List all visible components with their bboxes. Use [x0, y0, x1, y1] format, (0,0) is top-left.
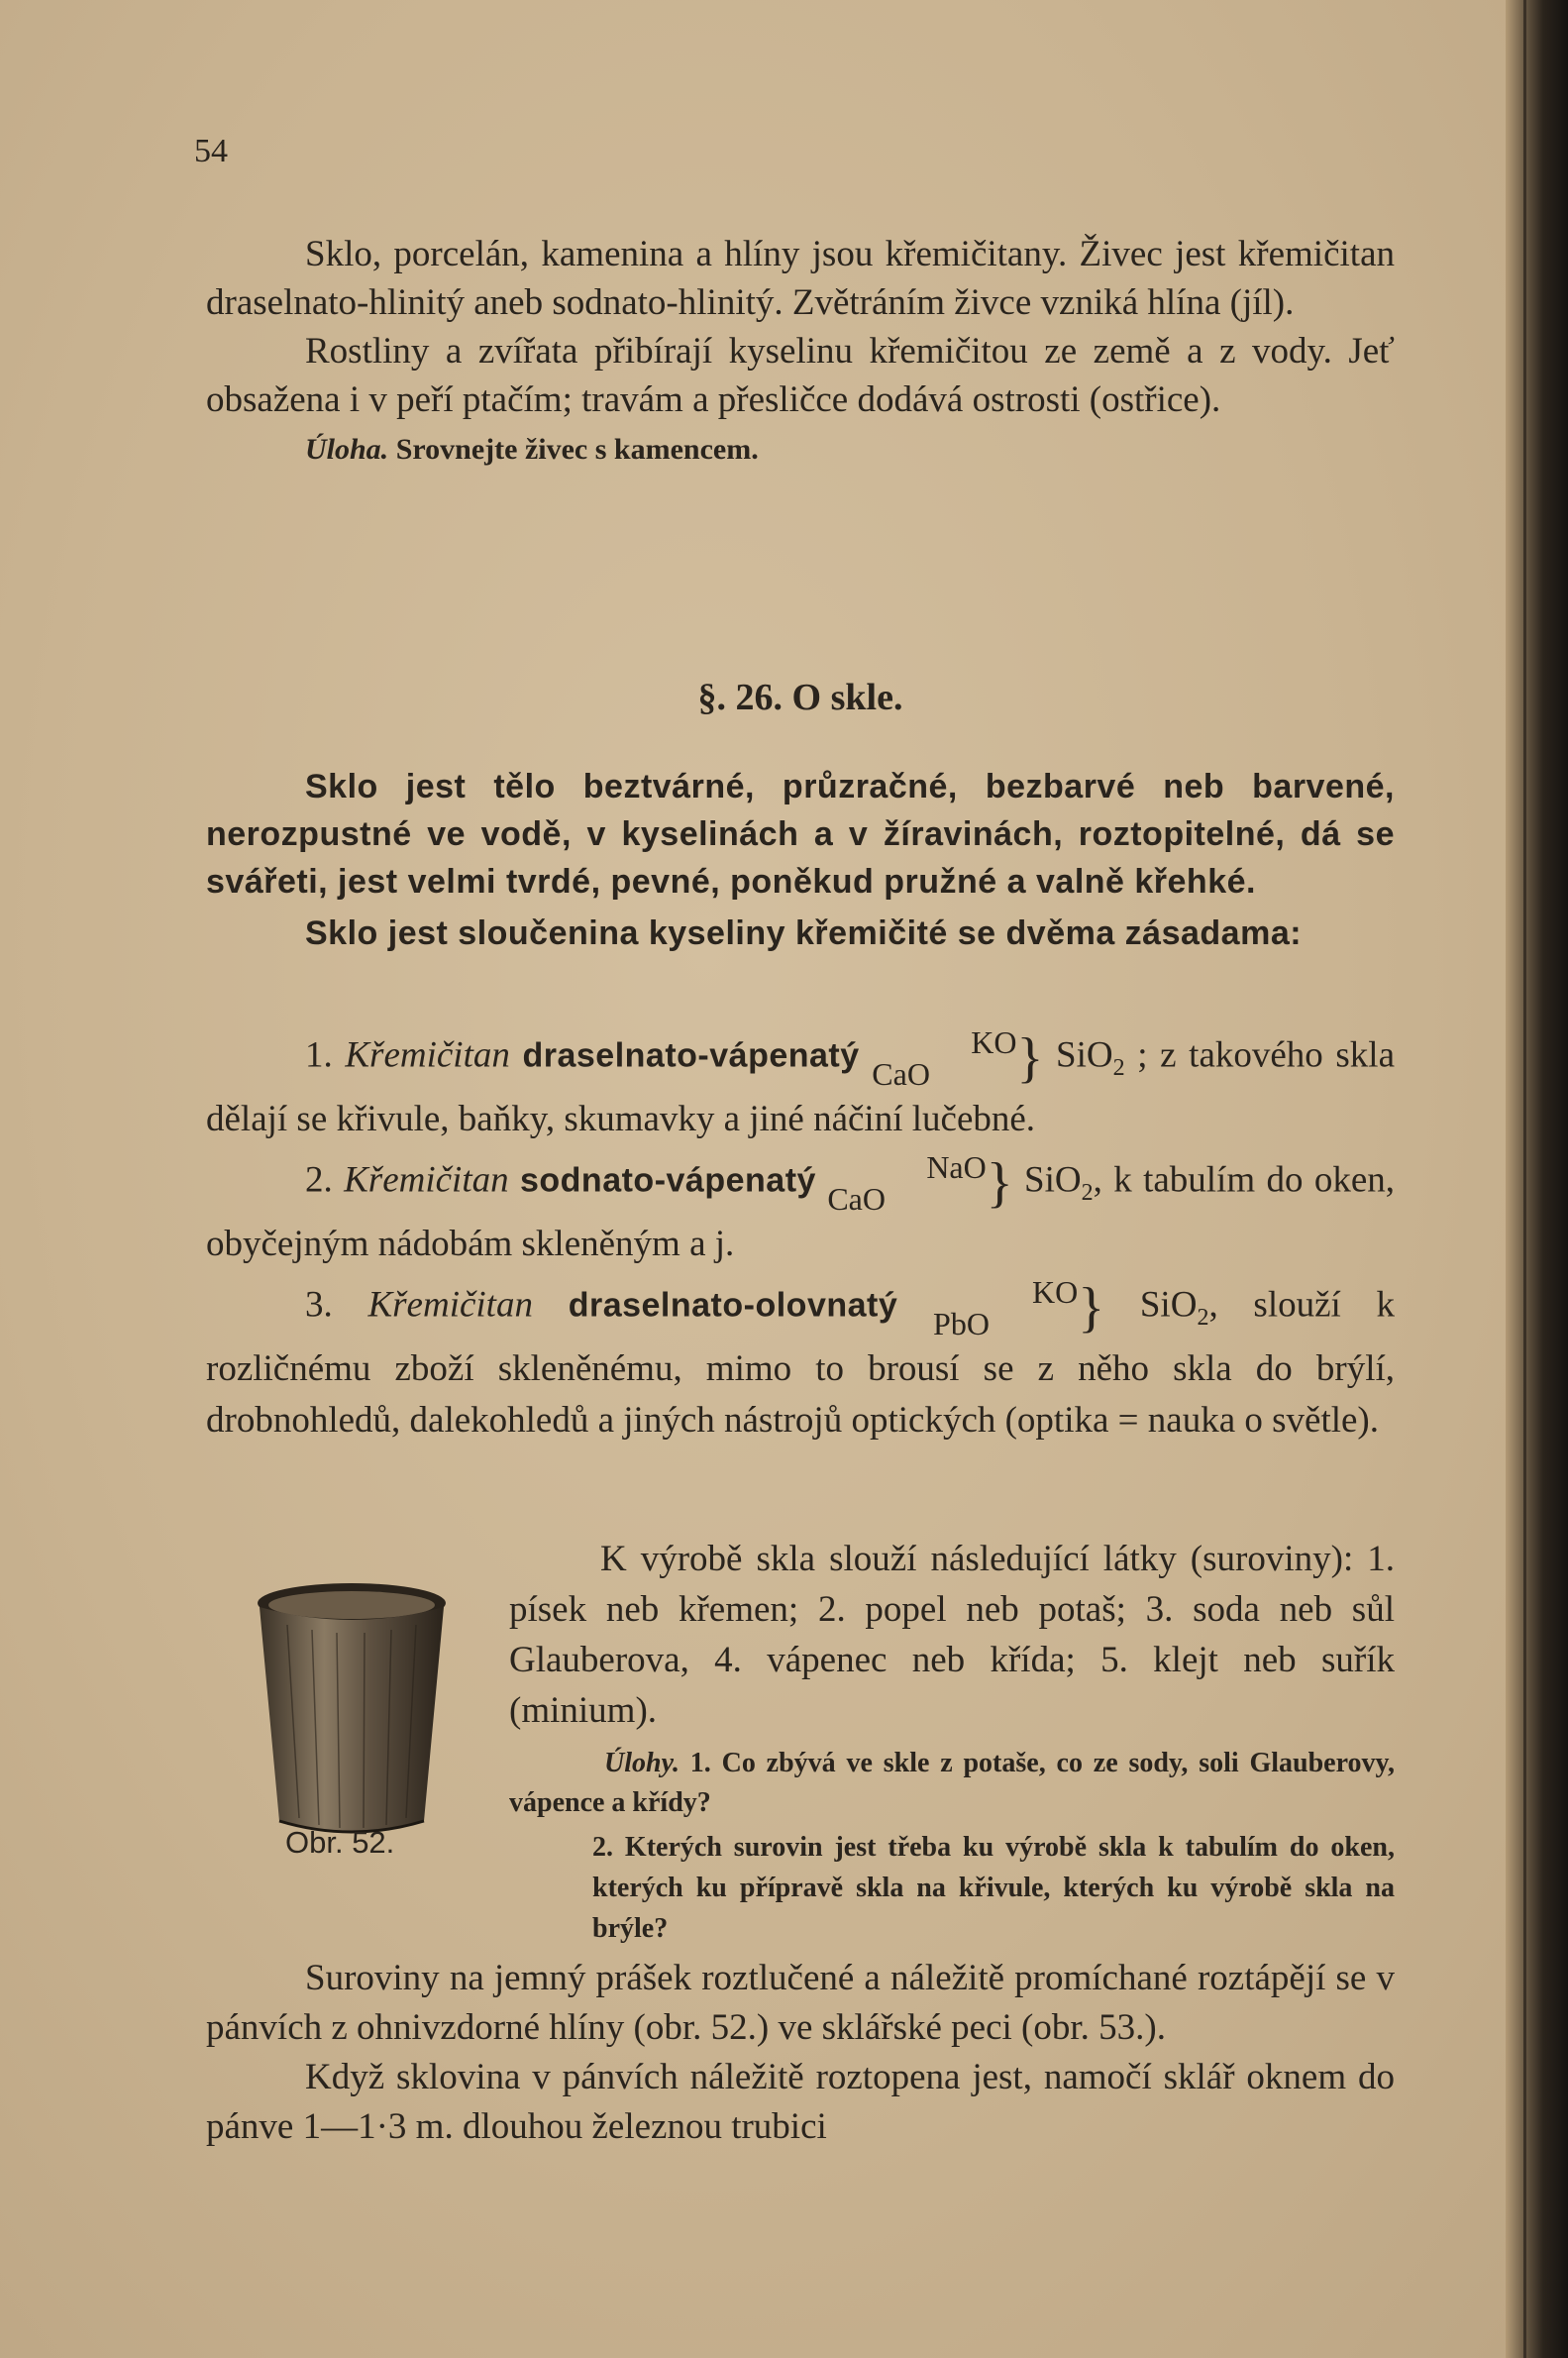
- task-question-1: 1. Co zbývá ve skle z potaše, co ze sody, soli Glauberovy, vápence a křídy?: [509, 1748, 1395, 1818]
- task-text: Srovnejte živec s kamencem.: [395, 433, 759, 466]
- brace-symbol: }: [986, 1151, 1013, 1214]
- brace-symbol: }: [1016, 1027, 1044, 1089]
- raw-materials-section: [509, 1534, 1395, 1823]
- item-word: Křemičitan: [344, 1159, 509, 1201]
- item-number: 3.: [305, 1284, 333, 1326]
- formula-bottom: CaO: [872, 1056, 930, 1092]
- item-description: , slouží k rozličnému zboží skleněnému, mimo to brousí se z něho skla do brýlí, drobnohledů, dalekohledů a jiných nástrojů optických (optika = nauka o světle).: [206, 1284, 1396, 1441]
- formula-bases: [827, 1148, 987, 1217]
- item-number: 1.: [305, 1034, 333, 1076]
- formula-subscript: 2: [1197, 1304, 1209, 1331]
- book-spine-edge: [1523, 0, 1526, 2358]
- paragraph-silicates: Sklo, porcelán, kamenina a hlíny jsou křemičitany. Živec jest křemičitan draselnato-hlinitý aneb sodnato-hlinitý. Zvětráním živce vzniká hlína (jíl).: [206, 234, 1395, 323]
- formula-acid: SiO: [1024, 1159, 1082, 1201]
- item-description: , k tabulím do oken, obyčejným nádobám skleněným a j.: [206, 1159, 1396, 1264]
- formula-bases: [933, 1273, 1079, 1341]
- compound-intro: Sklo jest sloučenina kyseliny křemičité se dvěma zásadama:: [305, 914, 1303, 952]
- item-word: Křemičitan: [367, 1284, 533, 1326]
- item-kind: draselnato-vápenatý: [522, 1036, 860, 1075]
- item-kind: draselnato-olovnatý: [568, 1286, 898, 1325]
- compound-item-1: [206, 1026, 1395, 1145]
- formula-bottom: PbO: [933, 1305, 990, 1341]
- formula-acid: SiO: [1056, 1034, 1113, 1076]
- paragraph-melting: Suroviny na jemný prášek roztlučené a náležitě promíchané roztápějí se v pánvích z ohnivzdorné hlíny (obr. 52.) ve sklářské peci (obr. 53.).: [206, 1958, 1395, 2048]
- page-number: 54: [194, 133, 228, 169]
- formula-top: NaO: [926, 1148, 987, 1185]
- glass-definition-section: [206, 763, 1395, 957]
- compound-item-2: [206, 1148, 1396, 1270]
- paragraph-glass-definition: Sklo jest tělo beztvárné, průzračné, bezbarvé neb barvené, nerozpustné ve vodě, v kyselinách a v žíravinách, roztopitelné, dá se svářeti, jest velmi tvrdé, pevné, poněkud pružné a valně křehké.: [206, 768, 1395, 901]
- task-label: Úloha.: [305, 433, 389, 466]
- item-number: 2.: [305, 1159, 333, 1201]
- melting-section: [206, 1954, 1395, 2152]
- paragraph-glassblower: Když sklovina v pánvích náležitě roztopena jest, namočí sklář oknem do pánve 1—1·3 m. dlouhou železnou trubici: [206, 2057, 1395, 2147]
- brace-symbol: }: [1078, 1276, 1105, 1339]
- formula-top: KO: [1032, 1273, 1079, 1310]
- figure-caption: Obr. 52.: [285, 1825, 395, 1860]
- formula-subscript: 2: [1112, 1054, 1125, 1081]
- formula-bottom: CaO: [827, 1180, 886, 1217]
- compound-item-3: [206, 1273, 1396, 1447]
- tasks-label: Úlohy.: [604, 1748, 679, 1778]
- formula-top: KO: [971, 1024, 1017, 1060]
- intro-section: [206, 230, 1395, 472]
- figure-clay-pot: [248, 1575, 456, 1843]
- task-compare: [206, 428, 1395, 472]
- task-question-2-block: [206, 1827, 1395, 1949]
- paragraph-plants: Rostliny a zvířata přibírají kyselinu křemičitou ze země a z vody. Jeť obsažena i v peří ptačím; travám a přesličce dodává ostrosti (ostřice).: [206, 331, 1395, 420]
- tasks-block: [509, 1744, 1395, 1823]
- formula-acid: SiO: [1139, 1284, 1198, 1326]
- item-description: ; z takového skla dělají se křivule, baňky, skumavky a jiné náčiní lučebné.: [206, 1034, 1396, 1139]
- task-question-2: 2. Kterých surovin jest třeba ku výrobě skla k tabulím do oken, kterých ku přípravě skla na křivule, kterých ku výrobě skla na brýle?: [592, 1832, 1395, 1944]
- section-title: §. 26. O skle.: [697, 677, 903, 718]
- paragraph-raw-materials: K výrobě skla slouží následující látky (suroviny): 1. písek neb křemen; 2. popel neb potaš; 3. soda neb sůl Glauberova, 4. vápenec neb křída; 5. klejt neb suřík (minium).: [509, 1539, 1395, 1731]
- item-word: Křemičitan: [345, 1034, 510, 1076]
- book-spine-shadow: [1506, 0, 1568, 2358]
- formula-bases: [872, 1026, 1016, 1090]
- formula-subscript: 2: [1081, 1179, 1094, 1206]
- item-kind: sodnato-vápenatý: [519, 1161, 816, 1200]
- compound-list: [206, 1026, 1395, 1447]
